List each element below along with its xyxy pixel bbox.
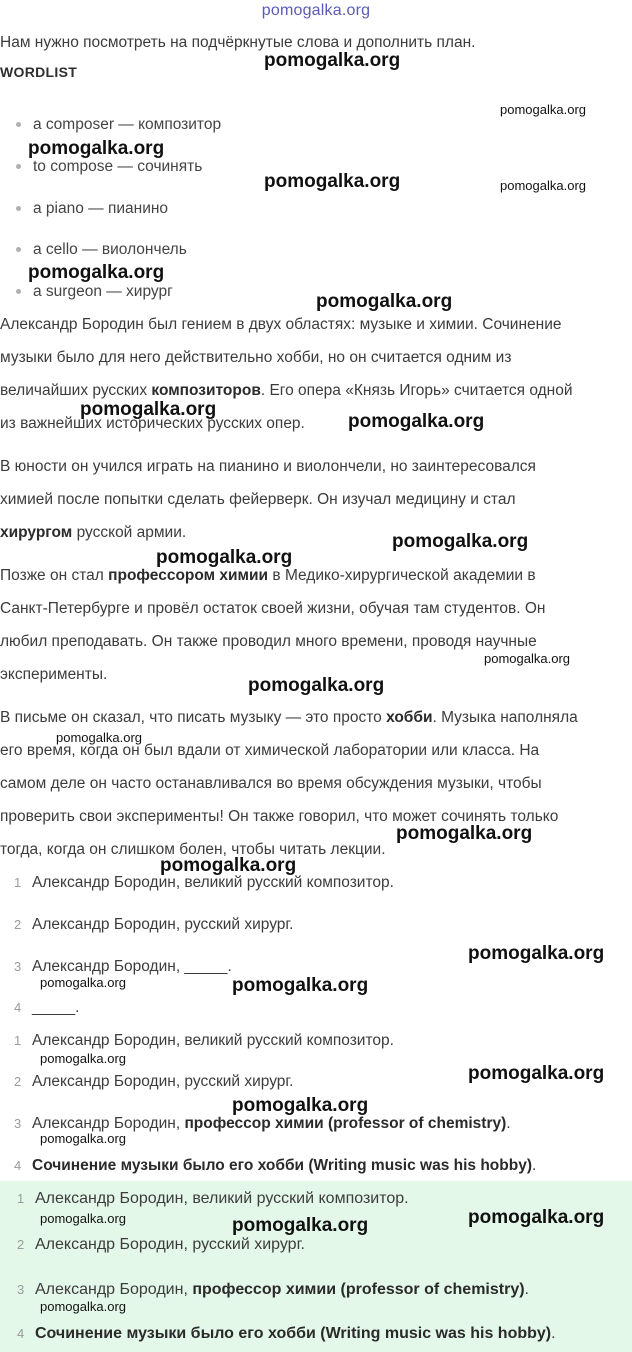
- text-line: В юности он учился играть на пианино и виолончели, но заинтересовался: [0, 458, 536, 475]
- text-line: Александр Бородин был гением в двух областях: музыке и химии. Сочинение: [0, 316, 562, 333]
- plan-item: 4 Сочинение музыки было его хобби (Writing music was his hobby).: [17, 1325, 556, 1342]
- text-line: тогда, когда он слишком болен, чтобы читать лекции.: [0, 841, 386, 858]
- watermark: pomogalka.org: [80, 399, 217, 420]
- text-line: из важнейших исторических русских опер.: [0, 415, 305, 432]
- watermark: pomogalka.org: [232, 1215, 369, 1236]
- plan-item: 3 Александр Бородин, профессор химии (professor of chemistry).: [14, 1115, 511, 1132]
- watermark: pomogalka.org: [40, 1051, 126, 1066]
- watermark: pomogalka.org: [392, 531, 529, 552]
- plan-item: 3 Александр Бородин, профессор химии (professor of chemistry).: [17, 1281, 529, 1298]
- wordlist-item: a composer — композитор: [16, 116, 221, 134]
- bullet-icon: [16, 289, 21, 294]
- watermark: pomogalka.org: [40, 1131, 126, 1146]
- bullet-icon: [16, 247, 21, 252]
- watermark: pomogalka.org: [40, 1299, 126, 1314]
- watermark: pomogalka.org: [56, 730, 142, 745]
- watermark: pomogalka.org: [40, 975, 126, 990]
- watermark: pomogalka.org: [40, 1211, 126, 1226]
- watermark: pomogalka.org: [248, 675, 385, 696]
- keyword-surgeon: хирургом: [0, 524, 73, 541]
- watermark: pomogalka.org: [232, 1095, 369, 1116]
- keyword-professor: профессором химии: [108, 567, 269, 584]
- wordlist-item: a piano — пианино: [16, 200, 168, 218]
- text-line: музыки было для него действительно хобби, но он считается одним из: [0, 349, 512, 366]
- watermark: pomogalka.org: [468, 943, 605, 964]
- bullet-icon: [16, 164, 21, 169]
- watermark: pomogalka.org: [484, 651, 570, 666]
- text-line: химией после попытки сделать фейерверк. Он изучал медицину и стал: [0, 491, 516, 508]
- watermark: pomogalka.org: [468, 1207, 605, 1228]
- watermark: pomogalka.org: [500, 102, 586, 117]
- watermark: pomogalka.org: [468, 1063, 605, 1084]
- bullet-icon: [16, 206, 21, 211]
- plan-item: 2 Александр Бородин, русский хирург.: [14, 916, 294, 933]
- text-line: Санкт-Петербурге и провёл остаток своей жизни, обучая там студентов. Он: [0, 600, 546, 617]
- wordlist-item: to compose — сочинять: [16, 158, 202, 176]
- plan-item: 3 Александр Бородин, _____.: [14, 958, 232, 975]
- keyword-composers: композиторов: [151, 382, 261, 399]
- watermark: pomogalka.org: [232, 975, 369, 996]
- plan-item: 1 Александр Бородин, великий русский композитор.: [14, 1032, 394, 1049]
- intro-text: Нам нужно посмотреть на подчёркнутые слова и дополнить план.: [0, 34, 476, 51]
- watermark: pomogalka.org: [396, 823, 533, 844]
- plan-item: 1 Александр Бородин, великий русский композитор.: [14, 874, 394, 891]
- watermark: pomogalka.org: [160, 855, 297, 876]
- watermark: pomogalka.org: [316, 291, 453, 312]
- wordlist-item: a cello — виолончель: [16, 241, 187, 259]
- text-line: любил преподавать. Он также проводил много времени, проводя научные: [0, 633, 537, 650]
- plan-item: 2 Александр Бородин, русский хирург.: [14, 1073, 294, 1090]
- site-header-link[interactable]: pomogalka.org: [261, 2, 371, 19]
- watermark: pomogalka.org: [348, 411, 485, 432]
- bullet-icon: [16, 122, 21, 127]
- watermark: pomogalka.org: [500, 178, 586, 193]
- text-line: эксперименты.: [0, 666, 108, 683]
- text-line: хирургом русской армии.: [0, 524, 187, 541]
- plan-item: 4 Сочинение музыки было его хобби (Writing music was his hobby).: [14, 1157, 537, 1174]
- text-line: его время, когда он был вдали от химической лаборатории или класса. На: [0, 742, 540, 759]
- text-line: величайших русских композиторов. Его опера «Князь Игорь» считается одной: [0, 382, 573, 399]
- text-line: В письме он сказал, что писать музыку — это просто хобби. Музыка наполняла: [0, 709, 578, 726]
- watermark: pomogalka.org: [264, 171, 401, 192]
- wordlist-title: WORDLIST: [0, 64, 78, 80]
- watermark: pomogalka.org: [28, 262, 165, 283]
- wordlist-item: a surgeon — хирург: [16, 283, 173, 301]
- watermark: pomogalka.org: [264, 50, 401, 71]
- watermark: pomogalka.org: [28, 138, 165, 159]
- watermark: pomogalka.org: [156, 547, 293, 568]
- keyword-hobby: хобби: [386, 709, 433, 726]
- text-line: Позже он стал профессором химии в Медико-хирургической академии в: [0, 567, 536, 584]
- plan-item: 2 Александр Бородин, русский хирург.: [17, 1236, 305, 1253]
- plan-item: 1 Александр Бородин, великий русский композитор.: [17, 1190, 409, 1207]
- plan-item: 4 _____.: [14, 999, 80, 1016]
- text-line: проверить свои эксперименты! Он также говорил, что может сочинять только: [0, 808, 559, 825]
- text-line: самом деле он часто останавливался во время обсуждения музыки, чтобы: [0, 775, 542, 792]
